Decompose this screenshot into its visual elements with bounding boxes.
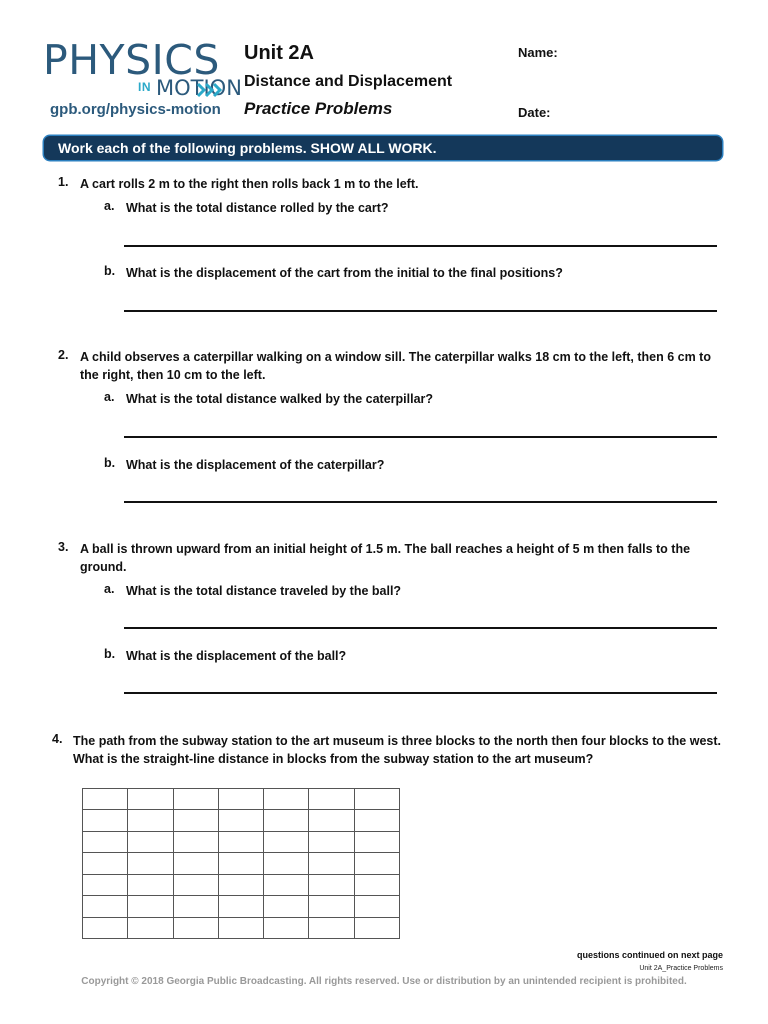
question-number: 2.: [58, 348, 69, 362]
grid-cell: [128, 810, 173, 831]
grid-cell: [354, 896, 399, 917]
part-label: b.: [104, 456, 116, 470]
grid-cell: [309, 917, 354, 938]
grid-cell: [83, 896, 128, 917]
question-text: A child observes a caterpillar walking on a window sill. The caterpillar walks 18 cm to the left, then 6 cm to the right, then 10 cm to the left.: [80, 350, 711, 382]
grid-cell: [173, 853, 218, 874]
grid-cell: [309, 789, 354, 810]
part-label: b.: [104, 647, 116, 661]
grid-row: [83, 917, 400, 938]
grid-cell: [173, 917, 218, 938]
grid-cell: [128, 789, 173, 810]
part-text: What is the total distance traveled by the ball?: [126, 584, 402, 598]
answer-line[interactable]: [124, 627, 717, 629]
grid-cell: [264, 831, 309, 852]
grid-cell: [218, 896, 263, 917]
grid-cell: [83, 789, 128, 810]
graph-grid: [82, 788, 400, 939]
part-label: a.: [104, 199, 115, 213]
page-subtitle: Distance and Displacement: [244, 73, 453, 90]
grid-cell: [354, 810, 399, 831]
question-number: 1.: [58, 175, 69, 189]
grid-cell: [354, 917, 399, 938]
grid-cell: [309, 896, 354, 917]
grid-cell: [264, 853, 309, 874]
continued-note: questions continued on next page: [576, 950, 723, 960]
part-label: a.: [104, 582, 115, 596]
logo-in-text: IN: [138, 80, 151, 94]
grid-cell: [218, 874, 263, 895]
name-label: Name:: [518, 45, 558, 60]
grid-cell: [264, 896, 309, 917]
grid-cell: [173, 810, 218, 831]
logo-chevrons-icon: [196, 82, 222, 98]
grid-row: [83, 874, 400, 895]
grid-cell: [218, 853, 263, 874]
practice-title: Practice Problems: [244, 99, 393, 118]
document-id: Unit 2A_Practice Problems: [639, 965, 723, 972]
logo-physics-text: PHYSICS: [43, 36, 220, 84]
grid-cell: [354, 853, 399, 874]
grid-cell: [354, 874, 399, 895]
question-text: The path from the subway station to the art museum is three blocks to the north then four blocks to the west. What is the straight-line distance in blocks from the subway station to the art museum?: [73, 734, 721, 766]
part-text: What is the displacement of the cart from the initial to the final positions?: [126, 266, 563, 280]
grid-cell: [128, 917, 173, 938]
part-text: What is the total distance walked by the caterpillar?: [126, 392, 434, 406]
part-text: What is the displacement of the caterpillar?: [126, 458, 385, 472]
grid-row: [83, 853, 400, 874]
grid-cell: [264, 789, 309, 810]
grid-cell: [128, 831, 173, 852]
answer-line[interactable]: [124, 501, 717, 503]
copyright: Copyright © 2018 Georgia Public Broadcasting. All rights reserved. Use or distribution by an unintended recipient is prohibited.: [81, 976, 687, 987]
grid-cell: [218, 831, 263, 852]
grid-cell: [309, 810, 354, 831]
part-text: What is the total distance rolled by the cart?: [126, 201, 389, 215]
grid-cell: [218, 917, 263, 938]
instructions-banner: [44, 136, 722, 160]
grid-cell: [128, 896, 173, 917]
grid-cell: [83, 874, 128, 895]
grid-cell: [354, 831, 399, 852]
answer-line[interactable]: [124, 245, 717, 247]
grid-cell: [218, 789, 263, 810]
answer-line[interactable]: [124, 692, 717, 694]
question-number: 3.: [58, 540, 69, 554]
grid-cell: [173, 831, 218, 852]
grid-cell: [83, 917, 128, 938]
date-label: Date:: [518, 105, 551, 120]
grid-row: [83, 896, 400, 917]
grid-cell: [354, 789, 399, 810]
grid-cell: [309, 853, 354, 874]
grid-cell: [264, 917, 309, 938]
grid-cell: [218, 810, 263, 831]
grid-cell: [83, 853, 128, 874]
question-text: A cart rolls 2 m to the right then rolls back 1 m to the left.: [80, 177, 419, 191]
answer-line[interactable]: [124, 436, 717, 438]
grid-cell: [264, 810, 309, 831]
grid-cell: [309, 874, 354, 895]
grid-cell: [83, 831, 128, 852]
part-label: a.: [104, 390, 115, 404]
grid-row: [83, 789, 400, 810]
part-text: What is the displacement of the ball?: [126, 649, 347, 663]
part-label: b.: [104, 264, 116, 278]
grid-cell: [128, 874, 173, 895]
grid-cell: [173, 789, 218, 810]
grid-cell: [173, 896, 218, 917]
grid-cell: [173, 874, 218, 895]
banner-text: Work each of the following problems. SHOW ALL WORK.: [58, 140, 437, 156]
grid-cell: [83, 810, 128, 831]
grid-cell: [128, 853, 173, 874]
grid-cell: [264, 874, 309, 895]
unit-title: Unit 2A: [244, 42, 314, 64]
logo-url: gpb.org/physics-motion: [50, 101, 221, 118]
question-text: A ball is thrown upward from an initial height of 1.5 m. The ball reaches a height of 5 m then falls to the ground.: [80, 542, 691, 574]
grid-cell: [309, 831, 354, 852]
grid-row: [83, 810, 400, 831]
grid-row: [83, 831, 400, 852]
question-number: 4.: [52, 732, 63, 746]
logo-motion-text: MOTION: [156, 76, 242, 100]
answer-line[interactable]: [124, 310, 717, 312]
